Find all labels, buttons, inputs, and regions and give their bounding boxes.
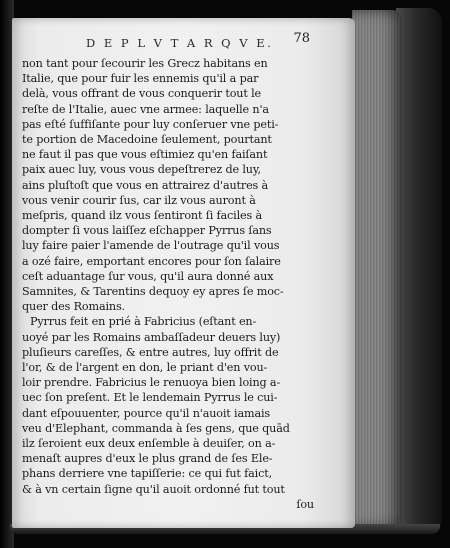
text-line: uoyé par les Romains ambaſſadeur deuers luy): [22, 330, 281, 344]
book-cover-edge: [396, 8, 442, 533]
text-line: & à vn certain ſigne qu'il auoit ordonné fut tout: [22, 482, 285, 496]
text-line: ceſt aduantage ſur vous, qu'il aura donné aux: [22, 269, 274, 283]
text-line: luy faire paier l'amende de l'outrage qu'il vous: [22, 239, 280, 253]
text-line: dant eſpouuenter, pource qu'il n'auoit iamais: [22, 406, 270, 420]
text-line: menaſt aupres d'eux le plus grand de ſes Ele-: [22, 452, 273, 466]
text-line: meſpris, quand ilz vous ſentiront ſi faciles à: [22, 209, 263, 223]
text-line: te portion de Macedoine ſeulement, pourtant: [22, 133, 272, 147]
text-line: veu d'Elephant, commanda à ſes gens, que quād: [22, 421, 290, 435]
text-line: Samnites, & Tarentins dequoy ey apres ſe moc-: [22, 285, 284, 299]
text-line: quer des Romains.: [22, 300, 125, 314]
text-line: reſte de l'Italie, auec vne armee: laquelle n'a: [22, 102, 269, 116]
text-line: ilz ſeroient eux deux enſemble à deuiſer, on a-: [22, 437, 276, 451]
text-line: a ozé faire, emportant encores pour ſon ſalaire: [22, 254, 281, 268]
text-line: l'or, & de l'argent en don, le priant d'en vou-: [22, 361, 268, 375]
text-line: Italie, que pour fuir les ennemis qu'il a par: [22, 72, 259, 86]
catchword: ſou: [296, 497, 314, 511]
text-line: vous venir courir ſus, car ilz vous auront à: [22, 193, 256, 207]
text-line: loir prendre. Fabricius le renuoya bien loing a-: [22, 376, 281, 390]
text-line: non tant pour ſecourir les Grecz habitans en: [22, 57, 268, 70]
text-line: pluſieurs careſſes, & entre autres, luy offrit de: [22, 345, 279, 359]
text-line: pas eſté ſuffiſante pour luy conſeruer vne peti-: [22, 117, 279, 131]
text-line: ains pluſtoſt que vous en attrairez d'autres à: [22, 178, 269, 192]
text-line: phans derriere vne tapiſſerie: ce qui fut faict,: [22, 467, 272, 481]
text-line: uec ſon preſent. Et le lendemain Pyrrus le cui-: [22, 391, 278, 405]
page-text: [22, 56, 314, 512]
text-line: dompter ſi vous laiſſez eſchapper Pyrrus ſans: [22, 224, 272, 238]
text-line: paix auec luy, vous vous depeſtrerez de luy,: [22, 163, 261, 177]
text-line: delà, vous offrant de vous conquerir tout le: [22, 87, 262, 101]
text-line: ne faut il pas que vous eſtimiez qu'en faiſant: [22, 148, 268, 162]
page-block-edges: [352, 10, 402, 528]
page-number: 78: [293, 31, 310, 46]
running-header: D E P L V T A R Q V E.: [86, 36, 274, 50]
paragraph-start-line: Pyrrus feit en prié à Fabricius (eſtant en-: [30, 315, 257, 329]
